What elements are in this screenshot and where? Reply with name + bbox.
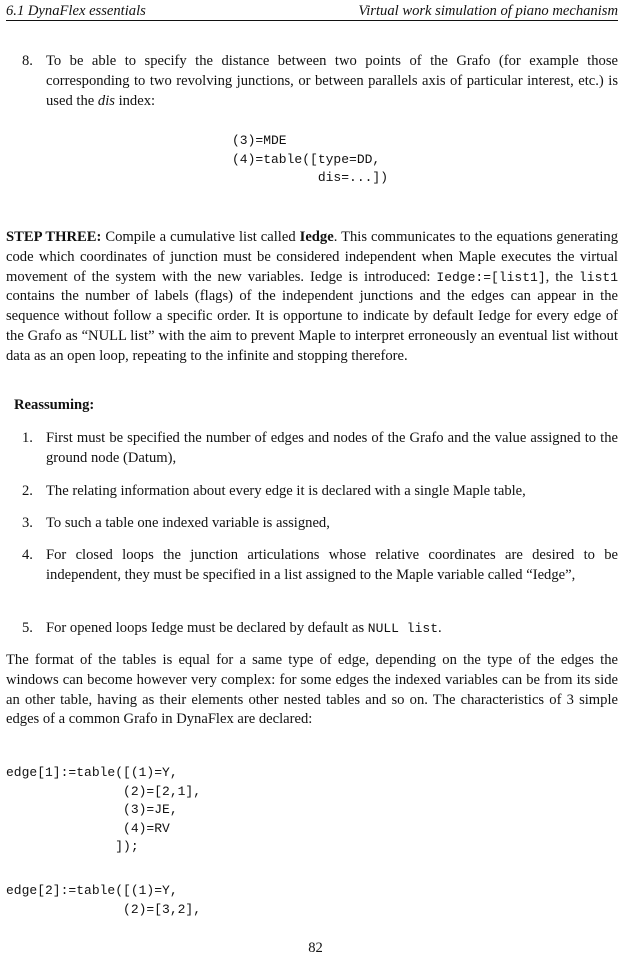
- item5-text-after: .: [438, 620, 442, 636]
- list-item-text: The relating information about every edge it is declared with a single Maple table,: [46, 483, 526, 499]
- item5-text-before: For opened loops Iedge must be declared by default as: [46, 620, 368, 636]
- iedge-code: Iedge:=[list1]: [436, 269, 546, 285]
- list-item-text: [46, 619, 618, 639]
- list-item-number: 8.: [22, 53, 33, 69]
- list-item-text: For closed loops the junction articulations whose relative coordinates are desired to be independent, they must be specified in a list assigned to the Maple variable called “Iedge”,: [46, 547, 618, 583]
- step3-text-2: . This communicates to the equations generating code which coordinates of junction must be considered independent when Maple executes the virtual movement of the system with the new variables. Iedge is introduced:: [6, 229, 619, 285]
- list-item-text: [46, 52, 618, 111]
- list-item: [22, 546, 618, 586]
- list1-code: list1: [579, 269, 619, 285]
- code-block-edge-2: edge[2]:=table([(1)=Y, (2)=[3,2],: [6, 883, 202, 917]
- list-item-text: To such a table one indexed variable is assigned,: [46, 515, 330, 531]
- list-item: [22, 619, 618, 639]
- header-chapter-title: Virtual work simulation of piano mechanism: [358, 3, 618, 19]
- list-item-number: 4.: [22, 547, 33, 563]
- list-item-number: 5.: [22, 620, 33, 636]
- code-block-edge-1: edge[1]:=table([(1)=Y, (2)=[2,1], (3)=JE, (4)=RV ]);: [6, 765, 202, 854]
- step3-text-4: contains the number of labels (flags) of the independent junctions and the edges can appear in the sequence without follow a specific order. It is opportune to indicate by default Iedge for every edge of the Grafo as “NULL list” with the aim to prevent Maple to interpret erroneously an eventual list without data as an open loop, repeating to the infinite and stopping therefore.: [6, 288, 618, 364]
- list-item-8: [22, 52, 618, 111]
- step3-text-1: Compile a cumulative list called: [101, 229, 300, 245]
- list-item-number: 2.: [22, 483, 33, 499]
- list-item-number: 3.: [22, 515, 33, 531]
- item8-text-after: index:: [114, 92, 156, 109]
- item8-dis-term: dis: [97, 92, 115, 109]
- step-three-paragraph: [6, 228, 618, 367]
- list-item-text: First must be specified the number of edges and nodes of the Grafo and the value assigned to the ground node (Datum),: [46, 430, 618, 466]
- null-list-code: NULL list: [367, 621, 438, 636]
- code-block-dis: (3)=MDE (4)=table([type=DD, dis=...]): [232, 133, 389, 185]
- header-section-title: 6.1 DynaFlex essentials: [6, 3, 146, 19]
- iedge-term: Iedge: [299, 229, 334, 245]
- item8-text-before: To be able to specify the distance between two points of the Grafo (for example those corresponding to two revolving junctions, or between parallels axis of particular interest, etc.) is used the: [46, 53, 618, 109]
- list-item: [22, 429, 618, 469]
- step-three-heading: STEP THREE:: [6, 229, 102, 245]
- reassuming-heading: Reassuming:: [14, 397, 95, 413]
- step3-text-3: , the: [545, 268, 579, 285]
- page-number: 82: [308, 940, 323, 956]
- list-item: [22, 482, 618, 502]
- list-item-number: 1.: [22, 430, 33, 446]
- running-header: [6, 2, 618, 21]
- format-paragraph: The format of the tables is equal for a same type of edge, depending on the type of the edges the windows can become however very complex: for some edges the indexed variables can be from its side an other table, having as their elements other nested tables and so on. The characteristics of 3 simple edges of a common Grafo in DynaFlex are declared:: [6, 652, 618, 728]
- list-item: [22, 514, 618, 534]
